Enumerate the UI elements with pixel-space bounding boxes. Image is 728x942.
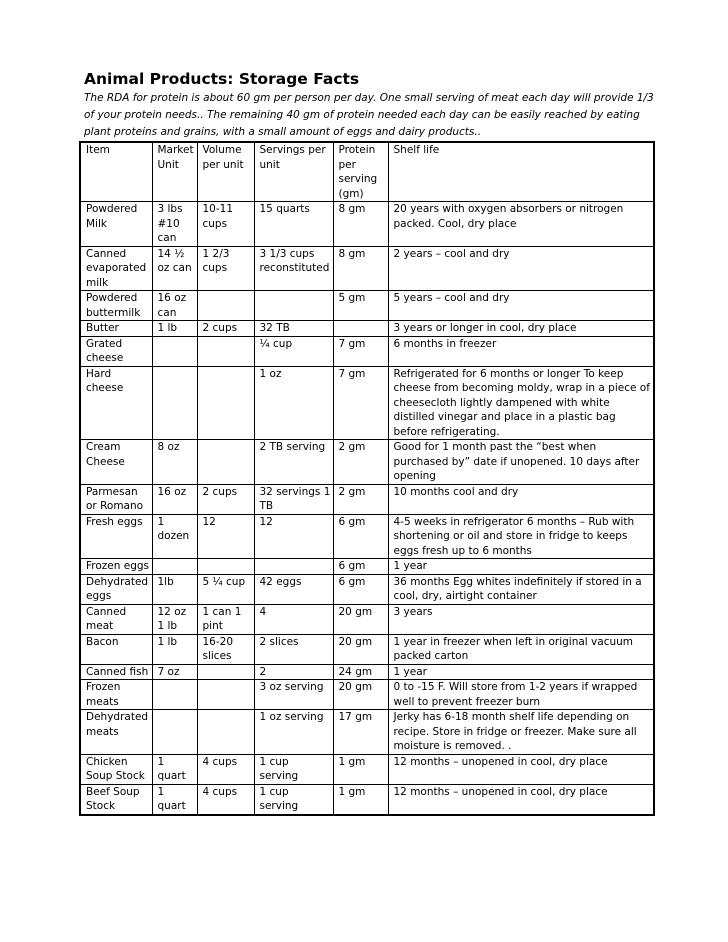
table-row bbox=[80, 440, 654, 485]
table-row bbox=[80, 604, 654, 634]
cell-protein: 17 gm bbox=[333, 710, 388, 755]
cell-volume: 4 cups bbox=[197, 754, 254, 784]
cell-market-unit: 16 oz bbox=[152, 484, 197, 514]
cell-servings: ¼ cup bbox=[254, 336, 333, 366]
cell-shelf-life: 1 year in freezer when left in original vacuum packed carton bbox=[388, 634, 654, 664]
cell-volume bbox=[197, 336, 254, 366]
cell-volume: 16-20 slices bbox=[197, 634, 254, 664]
cell-item: Canned evaporated milk bbox=[80, 246, 152, 291]
cell-market-unit: 16 oz can bbox=[152, 291, 197, 321]
table-row bbox=[80, 366, 654, 440]
cell-volume bbox=[197, 710, 254, 755]
cell-item: Chicken Soup Stock bbox=[80, 754, 152, 784]
cell-servings bbox=[254, 559, 333, 575]
cell-volume bbox=[197, 559, 254, 575]
table-row bbox=[80, 664, 654, 680]
cell-volume: 1 can 1 pint bbox=[197, 604, 254, 634]
cell-shelf-life: 2 years – cool and dry bbox=[388, 246, 654, 291]
cell-item: Fresh eggs bbox=[80, 514, 152, 559]
cell-shelf-life: 4-5 weeks in refrigerator 6 months – Rub with shortening or oil and store in fridge to keeps eggs fresh up to 6 months bbox=[388, 514, 654, 559]
cell-item: Parmesan or Romano bbox=[80, 484, 152, 514]
cell-protein: 20 gm bbox=[333, 680, 388, 710]
cell-item: Dehydrated eggs bbox=[80, 574, 152, 604]
cell-volume: 2 cups bbox=[197, 321, 254, 337]
cell-protein: 20 gm bbox=[333, 634, 388, 664]
cell-shelf-life: 36 months Egg whites indefinitely if stored in a cool, dry, airtight container bbox=[388, 574, 654, 604]
cell-servings bbox=[254, 291, 333, 321]
cell-volume: 5 ¼ cup bbox=[197, 574, 254, 604]
cell-servings: 12 bbox=[254, 514, 333, 559]
cell-protein: 20 gm bbox=[333, 604, 388, 634]
header-servings-per-unit: Servings per unit bbox=[254, 142, 333, 202]
cell-protein: 24 gm bbox=[333, 664, 388, 680]
cell-shelf-life: 3 years bbox=[388, 604, 654, 634]
cell-servings: 4 bbox=[254, 604, 333, 634]
cell-volume bbox=[197, 291, 254, 321]
cell-volume: 1 2/3 cups bbox=[197, 246, 254, 291]
cell-servings: 15 quarts bbox=[254, 202, 333, 247]
cell-item: Hard cheese bbox=[80, 366, 152, 440]
cell-servings: 1 oz bbox=[254, 366, 333, 440]
table-row bbox=[80, 321, 654, 337]
storage-table bbox=[79, 141, 655, 816]
cell-shelf-life: 3 years or longer in cool, dry place bbox=[388, 321, 654, 337]
cell-market-unit: 3 lbs #10 can bbox=[152, 202, 197, 247]
table-row bbox=[80, 710, 654, 755]
table-header-row bbox=[80, 142, 654, 202]
cell-servings: 1 cup serving bbox=[254, 784, 333, 815]
table-row bbox=[80, 680, 654, 710]
cell-item: Frozen meats bbox=[80, 680, 152, 710]
table-row bbox=[80, 754, 654, 784]
cell-market-unit bbox=[152, 680, 197, 710]
intro-paragraph: The RDA for protein is about 60 gm per person per day. One small serving of meat each day will provide 1/3 of your protein needs.. The remaining 40 gm of protein needed each day can be easily reached by eating plant proteins and grains, with a small amount of eggs and dairy products.. bbox=[84, 92, 654, 138]
cell-item: Butter bbox=[80, 321, 152, 337]
table-row bbox=[80, 336, 654, 366]
cell-market-unit: 8 oz bbox=[152, 440, 197, 485]
cell-market-unit: 14 ½ oz can bbox=[152, 246, 197, 291]
cell-protein: 6 gm bbox=[333, 514, 388, 559]
table-row bbox=[80, 784, 654, 815]
cell-item: Powdered Milk bbox=[80, 202, 152, 247]
cell-item: Cream Cheese bbox=[80, 440, 152, 485]
page-title: Animal Products: Storage Facts bbox=[84, 70, 360, 88]
cell-protein: 5 gm bbox=[333, 291, 388, 321]
cell-item: Canned fish bbox=[80, 664, 152, 680]
cell-servings: 2 TB serving bbox=[254, 440, 333, 485]
cell-item: Dehydrated meats bbox=[80, 710, 152, 755]
cell-volume bbox=[197, 366, 254, 440]
cell-protein: 1 gm bbox=[333, 784, 388, 815]
cell-item: Canned meat bbox=[80, 604, 152, 634]
cell-market-unit: 1 quart bbox=[152, 784, 197, 815]
cell-volume: 2 cups bbox=[197, 484, 254, 514]
cell-shelf-life: Jerky has 6-18 month shelf life depending on recipe. Store in fridge or freezer. Make sure all moisture is removed. . bbox=[388, 710, 654, 755]
cell-item: Bacon bbox=[80, 634, 152, 664]
table-row bbox=[80, 559, 654, 575]
document bbox=[79, 70, 655, 816]
cell-protein: 6 gm bbox=[333, 559, 388, 575]
table-row bbox=[80, 246, 654, 291]
cell-shelf-life: 1 year bbox=[388, 664, 654, 680]
cell-servings: 42 eggs bbox=[254, 574, 333, 604]
cell-market-unit bbox=[152, 336, 197, 366]
cell-servings: 1 cup serving bbox=[254, 754, 333, 784]
cell-shelf-life: 6 months in freezer bbox=[388, 336, 654, 366]
cell-volume bbox=[197, 440, 254, 485]
table-row bbox=[80, 484, 654, 514]
table-row bbox=[80, 291, 654, 321]
cell-market-unit: 1 lb bbox=[152, 634, 197, 664]
cell-item: Powdered buttermilk bbox=[80, 291, 152, 321]
cell-protein: 1 gm bbox=[333, 754, 388, 784]
cell-servings: 2 slices bbox=[254, 634, 333, 664]
cell-servings: 32 servings 1 TB bbox=[254, 484, 333, 514]
cell-item: Grated cheese bbox=[80, 336, 152, 366]
cell-market-unit: 7 oz bbox=[152, 664, 197, 680]
header-volume-per-unit: Volume per unit bbox=[197, 142, 254, 202]
storage-table-body bbox=[80, 142, 654, 815]
table-row bbox=[80, 574, 654, 604]
cell-shelf-life: 12 months – unopened in cool, dry place bbox=[388, 754, 654, 784]
cell-servings: 2 bbox=[254, 664, 333, 680]
cell-protein: 8 gm bbox=[333, 202, 388, 247]
header-shelf-life: Shelf life bbox=[388, 142, 654, 202]
cell-shelf-life: 5 years – cool and dry bbox=[388, 291, 654, 321]
header-protein-per-serving: Protein per serving (gm) bbox=[333, 142, 388, 202]
cell-protein: 2 gm bbox=[333, 484, 388, 514]
cell-protein: 7 gm bbox=[333, 336, 388, 366]
cell-shelf-life: 1 year bbox=[388, 559, 654, 575]
cell-servings: 3 oz serving bbox=[254, 680, 333, 710]
cell-shelf-life: 10 months cool and dry bbox=[388, 484, 654, 514]
table-row bbox=[80, 202, 654, 247]
cell-servings: 32 TB bbox=[254, 321, 333, 337]
cell-market-unit: 12 oz 1 lb bbox=[152, 604, 197, 634]
table-row bbox=[80, 634, 654, 664]
cell-item: Frozen eggs bbox=[80, 559, 152, 575]
cell-shelf-life: 12 months – unopened in cool, dry place bbox=[388, 784, 654, 815]
cell-volume: 12 bbox=[197, 514, 254, 559]
cell-shelf-life: 0 to -15 F. Will store from 1-2 years if wrapped well to prevent freezer burn bbox=[388, 680, 654, 710]
cell-market-unit bbox=[152, 366, 197, 440]
cell-protein: 2 gm bbox=[333, 440, 388, 485]
cell-volume: 4 cups bbox=[197, 784, 254, 815]
header-item: Item bbox=[80, 142, 152, 202]
cell-shelf-life: Good for 1 month past the “best when purchased by” date if unopened. 10 days after opening bbox=[388, 440, 654, 485]
cell-volume: 10-11 cups bbox=[197, 202, 254, 247]
cell-market-unit: 1 quart bbox=[152, 754, 197, 784]
cell-servings: 3 1/3 cups reconstituted bbox=[254, 246, 333, 291]
cell-volume bbox=[197, 664, 254, 680]
cell-protein: 7 gm bbox=[333, 366, 388, 440]
cell-market-unit: 1 dozen bbox=[152, 514, 197, 559]
cell-item: Beef Soup Stock bbox=[80, 784, 152, 815]
cell-shelf-life: Refrigerated for 6 months or longer To keep cheese from becoming moldy, wrap in a piece of cheesecloth lightly dampened with white distilled vinegar and place in a plastic bag before refrigerating. bbox=[388, 366, 654, 440]
cell-shelf-life: 20 years with oxygen absorbers or nitrogen packed. Cool, dry place bbox=[388, 202, 654, 247]
cell-market-unit: 1lb bbox=[152, 574, 197, 604]
cell-servings: 1 oz serving bbox=[254, 710, 333, 755]
cell-market-unit: 1 lb bbox=[152, 321, 197, 337]
cell-market-unit bbox=[152, 710, 197, 755]
cell-protein: 6 gm bbox=[333, 574, 388, 604]
cell-protein bbox=[333, 321, 388, 337]
cell-protein: 8 gm bbox=[333, 246, 388, 291]
header-market-unit: Market Unit bbox=[152, 142, 197, 202]
cell-volume bbox=[197, 680, 254, 710]
table-row bbox=[80, 514, 654, 559]
cell-market-unit bbox=[152, 559, 197, 575]
